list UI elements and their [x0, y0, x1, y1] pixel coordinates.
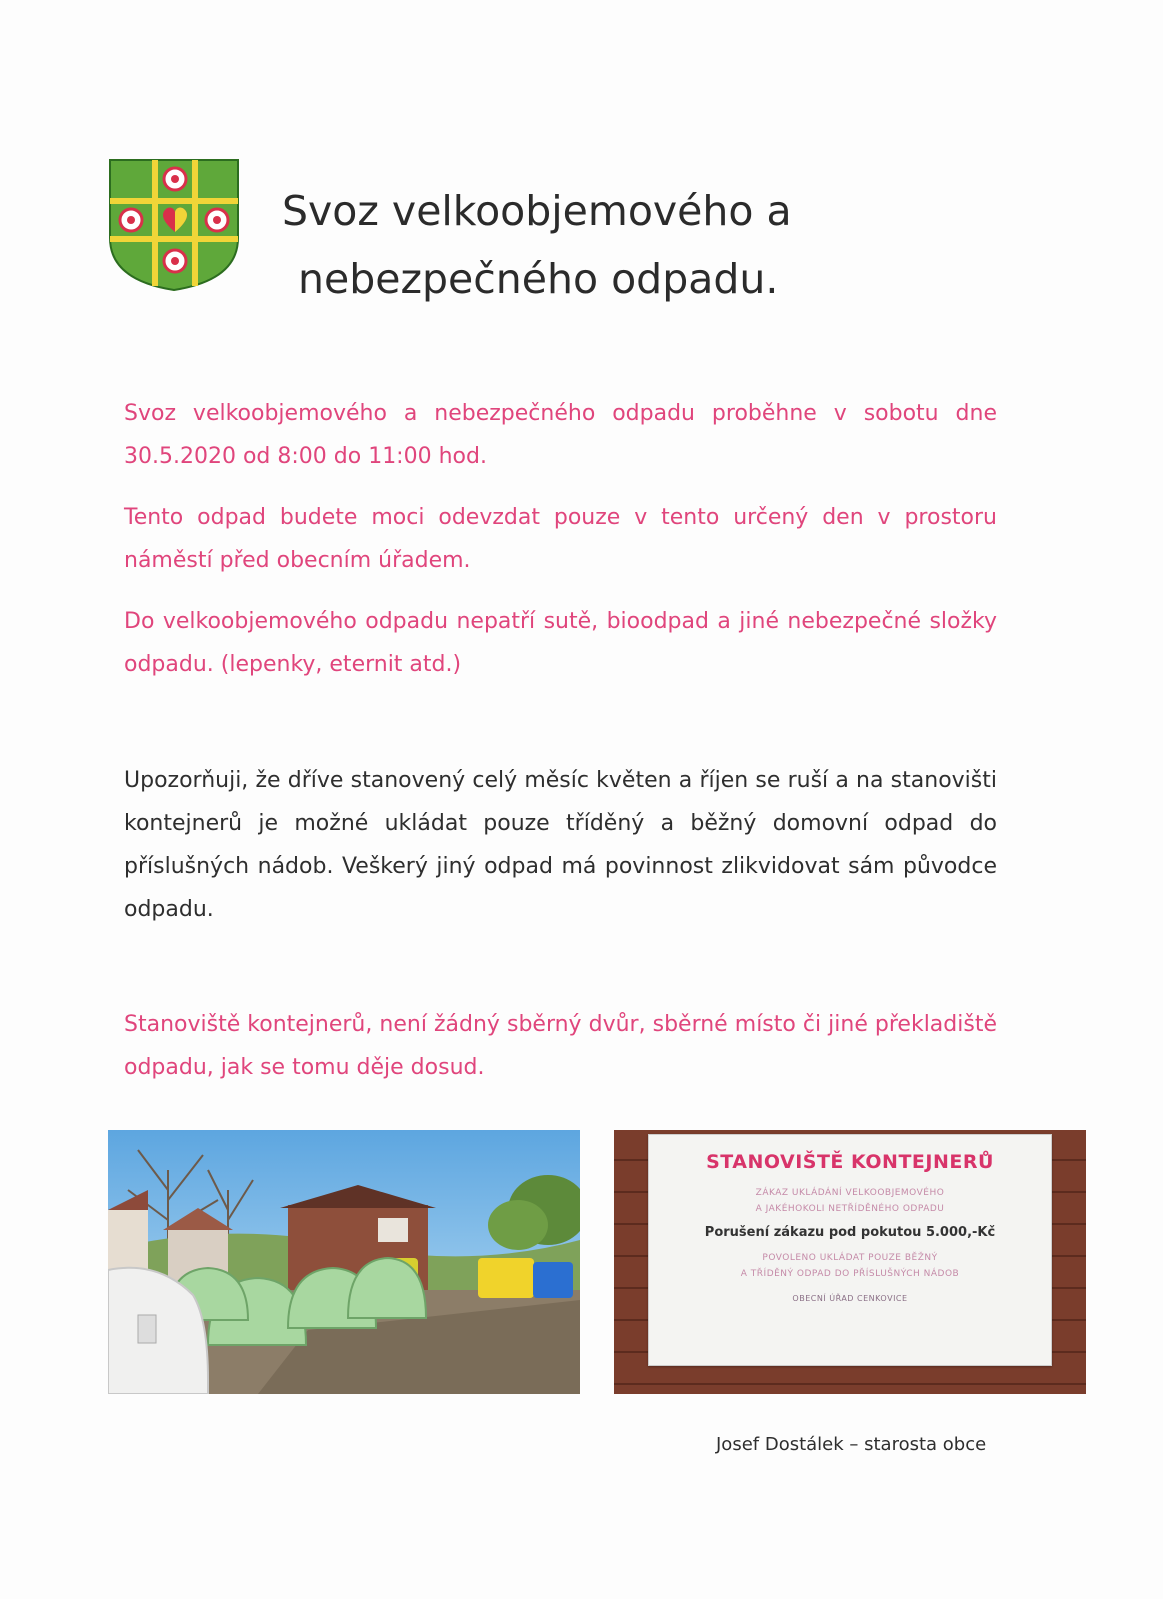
sign-office: OBECNÍ ÚŘAD CENKOVICE	[792, 1294, 908, 1303]
container-site-paragraph: Stanoviště kontejnerů, není žádný sběrný dvůr, sběrné místo či jiné překladiště odpadu, jak se tomu děje dosud.	[124, 1012, 997, 1080]
sign-line-2: A JAKÉHOKOLI NETŘÍDĚNÉHO ODPADU	[755, 1204, 945, 1214]
collection-date-paragraph: Svoz velkoobjemového a nebezpečného odpadu proběhne v sobotu dne 30.5.2020 od 8:00 do 11:00 hod.	[124, 401, 997, 469]
sign-line-3: POVOLENO UKLÁDAT POUZE BĚŽNÝ	[762, 1253, 938, 1263]
signature: Josef Dostálek – starosta obce	[716, 1434, 987, 1455]
page-title	[270, 177, 890, 313]
sign-line-4: A TŘÍDĚNÝ ODPAD DO PŘÍSLUŠNÝCH NÁDOB	[740, 1269, 960, 1279]
sign-title: STANOVIŠTĚ KONTEJNERŮ	[706, 1151, 994, 1173]
excluded-waste-paragraph: Do velkoobjemového odpadu nepatří sutě, bioodpad a jiné nebezpečné složky odpadu. (lepenky, eternit atd.)	[124, 609, 997, 677]
location-paragraph: Tento odpad budete moci odevzdat pouze v tento určený den v prostoru náměstí před obecním úřadem.	[124, 505, 997, 573]
container-site-sign	[648, 1134, 1052, 1366]
sign-line-1: ZÁKAZ UKLÁDÁNÍ VELKOOBJEMOVÉHO	[755, 1188, 945, 1198]
coat-of-arms-icon	[108, 158, 240, 292]
title-line-2: nebezpečného odpadu.	[298, 255, 779, 304]
container-site-sign-photo	[614, 1130, 1086, 1394]
warning-paragraph: Upozorňuji, že dříve stanovený celý měsíc květen a říjen se ruší a na stanovišti kontejnerů je možné ukládat pouze tříděný a běžný domovní odpad do příslušných nádob. Veškerý jiný odpad má povinnost zlikvidovat sám původce odpadu.	[124, 768, 997, 922]
sign-fine-notice: Porušení zákazu pod pokutou 5.000,-Kč	[704, 1225, 996, 1240]
container-site-photo	[108, 1130, 580, 1394]
title-line-1: Svoz velkoobjemového a	[282, 187, 792, 236]
